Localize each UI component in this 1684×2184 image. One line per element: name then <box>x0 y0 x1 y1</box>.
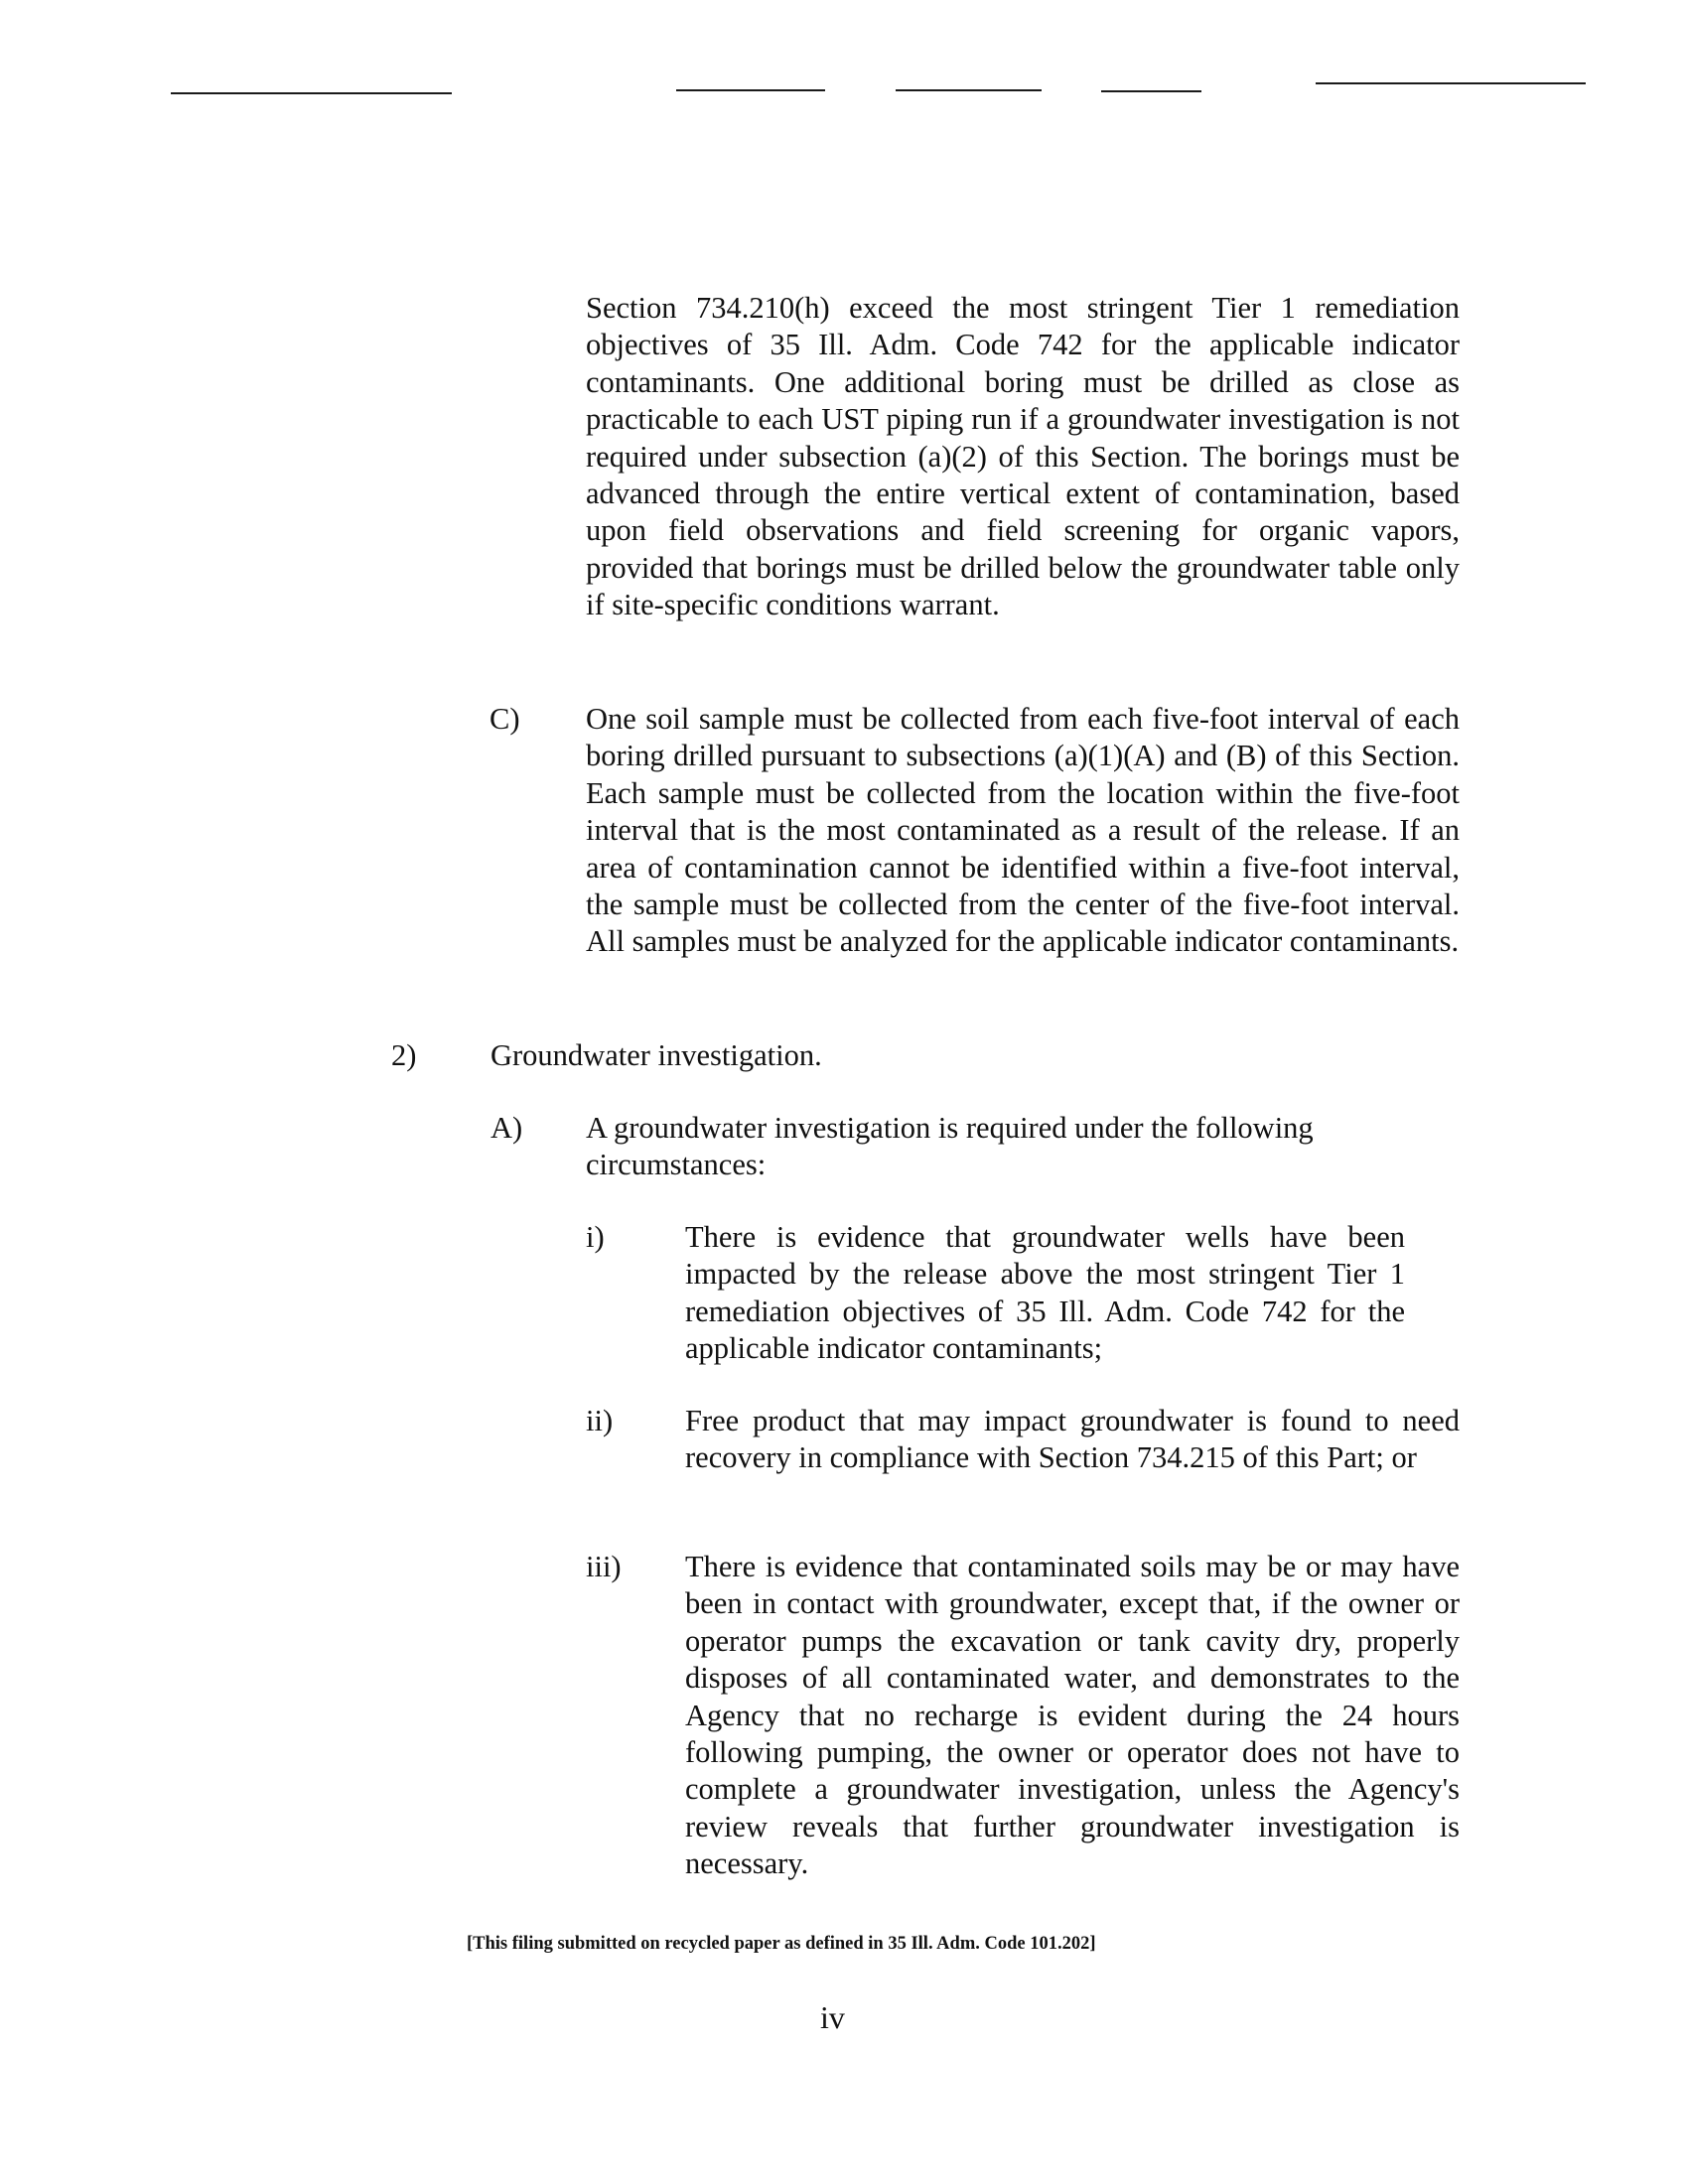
paragraph-c-label: C) <box>490 702 520 736</box>
header-rule-1 <box>171 92 452 94</box>
header-rule-5 <box>1316 82 1586 84</box>
item-ii-label: ii) <box>586 1404 614 1437</box>
paragraph-b-continued: Section 734.210(h) exceed the most stringent Tier 1 remediation objectives of 35 Ill. Adm. Code 742 for the applicable indicator contaminants. One additional boring must be drilled as close as practicable to each UST piping run if a groundwater investigation is not required under subsection (a)(2) of this Section. The borings must be advanced through the entire vertical extent of contamination, based upon field observations and field screening for organic vapors, provided that borings must be drilled below the groundwater table only if site-specific conditions warrant. <box>586 291 1460 622</box>
section-2-heading: Groundwater investigation. <box>491 1038 822 1072</box>
item-iii: There is evidence that contaminated soils may be or may have been in contact with groundwater, except that, if the owner or operator pumps the excavation or tank cavity dry, properly disposes of all contaminated water, and demonstrates to the Agency that no recharge is evident during the 24 hours following pumping, the owner or operator does not have to complete a groundwater investigation, unless the Agency's review reveals that further groundwater investigation is necessary. <box>685 1550 1460 1881</box>
paragraph-2a-label: A) <box>491 1111 523 1145</box>
recycled-paper-footer: [This filing submitted on recycled paper as defined in 35 Ill. Adm. Code 101.202] <box>467 1934 1096 1954</box>
item-ii: Free product that may impact groundwater is found to need recovery in compliance with Section 734.215 of this Part; or <box>685 1404 1460 1475</box>
page-number: iv <box>820 1999 845 2035</box>
item-i: There is evidence that groundwater wells have been impacted by the release above the most stringent Tier 1 remediation objectives of 35 Ill. Adm. Code 742 for the applicable indicator contaminants; <box>685 1220 1405 1366</box>
header-rule-3 <box>896 89 1042 91</box>
paragraph-2a: A groundwater investigation is required under the following circumstances: <box>586 1111 1314 1182</box>
item-i-label: i) <box>586 1220 605 1254</box>
paragraph-c: One soil sample must be collected from each five-foot interval of each boring drilled pursuant to subsections (a)(1)(A) and (B) of this Section. Each sample must be collected from the location within the five-foot interval that is the most contaminated as a result of the release. If an area of contamination cannot be identified within a five-foot interval, the sample must be collected from the center of the five-foot interval. All samples must be analyzed for the applicable indicator contaminants. <box>586 702 1460 959</box>
header-rule-4 <box>1101 90 1201 92</box>
item-iii-label: iii) <box>586 1550 622 1583</box>
header-rule-2 <box>676 89 825 91</box>
section-2-label: 2) <box>391 1038 417 1072</box>
